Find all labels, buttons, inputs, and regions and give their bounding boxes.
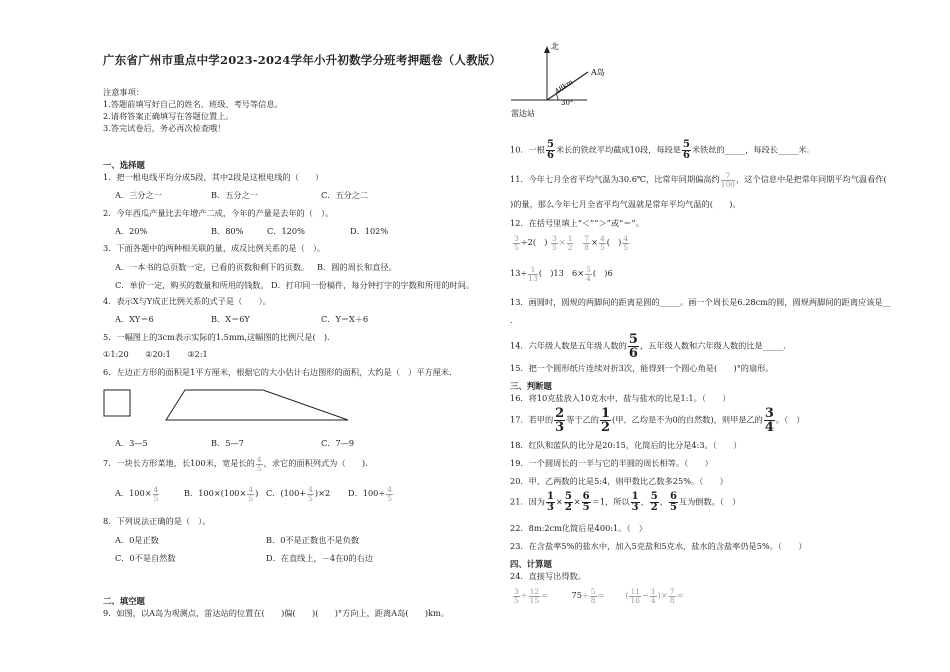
question-13-cont: . [510, 315, 513, 325]
question-21: 21．因为 $\frac{1}{3}$ × $\frac{5}{2}$ × $\frac{6}{5}$ ＝1，所以 $\frac{1}{3}$ ， $\frac{5}{2}$ ， $\frac{6}{5}$ 互为倒数。（ ） [510, 491, 741, 513]
option-a: A．XY＝6 [115, 314, 154, 324]
option-b: B．0不是正数也不是负数 [266, 535, 360, 545]
option-a: A．3—5 [115, 438, 148, 448]
option-d: D．打印同一份稿件，每分钟打字的字数和所用的时间。 [271, 280, 475, 290]
option-c: C．120% [267, 226, 305, 236]
notice-item: 1.答题前填写好自己的姓名、班级、考号等信息。 [103, 99, 283, 109]
question-12-row-1: $\frac{3}{5}$ ÷2( ) $\frac{3}{5}$ × $\frac{1}{2}$ $\frac{7}{8}$ × $\frac{4}{5}$ ( ) $\frac{4}{5}$ [514, 234, 629, 252]
north-label: 北 [551, 42, 559, 51]
fraction: $\frac{4}{5}$ [256, 455, 262, 473]
option-c: C．7—9 [321, 438, 355, 448]
question-14: 14．六年级人数是五年级人数的 $\frac{5}{6}$ ，五年级人数和六年级人数的比是_____. [510, 332, 786, 361]
option-a: A．20% [115, 226, 148, 236]
island-label: A岛 [591, 68, 605, 77]
question-19: 19．一个圆周长的一半与它的半圆的周长相等。（ ） [510, 458, 713, 468]
option-c: C．五分之二 [321, 190, 369, 200]
question-5: 5．一幅图上的3cm表示实际的1.5mm,这幅图的比例尺是( ). [103, 332, 330, 342]
paper-title: 广东省广州市重点中学2023-2024学年小升初数学分班考押题卷（人教版） [103, 53, 502, 67]
option-a: A．三分之一 [115, 190, 162, 200]
question-23: 23．在含盐率5%的盐水中，加入5克盐和5克水，盐水的含盐率仍是5%。（ ） [510, 541, 807, 551]
question-3: 3．下面各题中的两种相关联的量，成反比例关系的是（ ）。 [103, 243, 326, 253]
option-d: D．在直线上，－4在0的右边 [266, 553, 374, 563]
option-b: B．X＝6Y [211, 314, 250, 324]
question-2: 2．今年西瓜产量比去年增产二成，今年的产量是去年的（ ）。 [103, 208, 334, 218]
angle-label: 30° [561, 99, 574, 107]
option-b: B．80% [211, 226, 244, 236]
option-c: C．Y＝X＋6 [321, 314, 369, 324]
option-b: B．圆的周长和直径。 [317, 262, 397, 272]
question-12: 12．在括号里填上“＜”“＞”或“＝”。 [510, 218, 644, 228]
option-b: B．100×(100× $\frac{4}{5}$ ) [184, 485, 259, 503]
option-c: C．单价一定，购买的数量和所用的钱数。 [115, 280, 269, 290]
option-b: B．五分之一 [211, 190, 258, 200]
compass-map-figure [505, 42, 635, 122]
question-16: 16．将10克盐放入10克水中，盐与盐水的比是1:1。（ ） [510, 393, 731, 403]
notice-item: 3.答完试卷后，务必再次检查哦！ [103, 123, 226, 133]
notice-item: 2.请将答案正确填写在答题位置上。 [103, 111, 234, 121]
section-heading-choice: 一、选择题 [103, 160, 145, 170]
question-8: 8．下列说法正确的是（ ）。 [103, 516, 211, 526]
question-6: 6．左边正方形的面积是1平方厘米，根据它的大小估计右边图形的面积，大约是（ ）平方厘米. [103, 367, 452, 377]
question-24-items: $\frac{3}{5}$ ÷ $\frac{12}{15}$ = 75÷ $\frac{5}{8}$ = ( $\frac{11}{16}$ − $\frac{1}{4}$ )× $\frac{7}{8}$ = [514, 587, 684, 605]
question-13: 13．画圆时，圆规的两脚间的距离是圆的_____。画一个周长是6.28cm的圆，圆规两脚间的距离应该是__ [510, 297, 891, 307]
question-20: 20．甲、乙两数的比是5:4，则甲数比乙数多25%。（ ） [510, 476, 728, 486]
section-heading-judge: 三、判断题 [510, 381, 552, 391]
section-heading-calc: 四、计算题 [510, 559, 552, 569]
question-10: 10．一根 $\frac{5}{6}$ 米长的铁丝平均截成10段，每段是 $\frac{5}{6}$ 米铁丝的_____，每段长_____米. [510, 139, 810, 161]
question-22: 22．8m:2cm化简后是400:1。（ ） [510, 523, 647, 533]
question-17: 17．若甲的 $\frac{2}{3}$ 等于乙的 $\frac{1}{2}$ (甲、乙均是不为0的自然数)，则甲是乙的 $\frac{3}{4}$ 。（ ） [510, 406, 805, 435]
question-7: 7．一块长方形菜地，长100米，宽是长的 $\frac{4}{5}$ ，求它的面积列式为（ ). [103, 455, 368, 473]
question-24: 24．直接写出得数。 [510, 571, 586, 581]
question-15: 15．把一个圆形纸片连续对折3次，能得到一个圆心角是( )°的扇形。 [510, 363, 774, 373]
section-heading-fill: 二、填空题 [103, 596, 145, 606]
question-18: 18．红队和蓝队的比分是20:15，化简后的比分是4:3。（ ） [510, 440, 742, 450]
question-4: 4．表示X与Y成正比例关系的式子是（ ）。 [103, 296, 271, 306]
distance-label: 48km [553, 77, 575, 96]
question-11-cont: )的量，那么今年七月全省平均气温就是常年平均气温的( )。 [510, 199, 741, 209]
station-label: 雷达站 [511, 109, 535, 118]
question-12-row-2: 13÷ $\frac{1}{13}$ ( )13 6× $\frac{5}{4}$ ( )6 [510, 265, 613, 283]
question-1: 1．把一根电线平均分成5段，其中2段是这根电线的（ ） [103, 172, 324, 182]
option-d: D．102% [350, 226, 389, 236]
question-5-options: ①1:20 ②20:1 ③2:1 [103, 349, 208, 359]
question-9: 9．如图，以A岛为观测点，雷达站的位置在( )偏( )( )°方向上，距离A岛( )km。 [103, 608, 449, 618]
option-a: A．0是正数 [115, 535, 159, 545]
option-d: D．100÷ $\frac{4}{5}$ [348, 485, 393, 503]
option-a: A．100× $\frac{4}{5}$ [115, 485, 159, 503]
notice-heading: 注意事项： [103, 87, 144, 97]
trapezoid-figure [166, 390, 348, 420]
option-a: A．一本书的总页数一定，已看的页数和剩下的页数。 [115, 262, 310, 272]
option-c: C．0不是自然数 [115, 553, 176, 563]
square-figure [104, 390, 130, 416]
question-6-figures [100, 387, 360, 427]
question-11: 11．今年七月全省平均气温为30.6℃，比常年同期偏高约 $\frac{7}{100}$ ，这个信息中是把常年同期平均气温看作( [510, 171, 887, 189]
option-b: B．5—7 [211, 438, 244, 448]
option-c: C．(100+ $\frac{4}{5}$ )×2 [266, 485, 331, 503]
